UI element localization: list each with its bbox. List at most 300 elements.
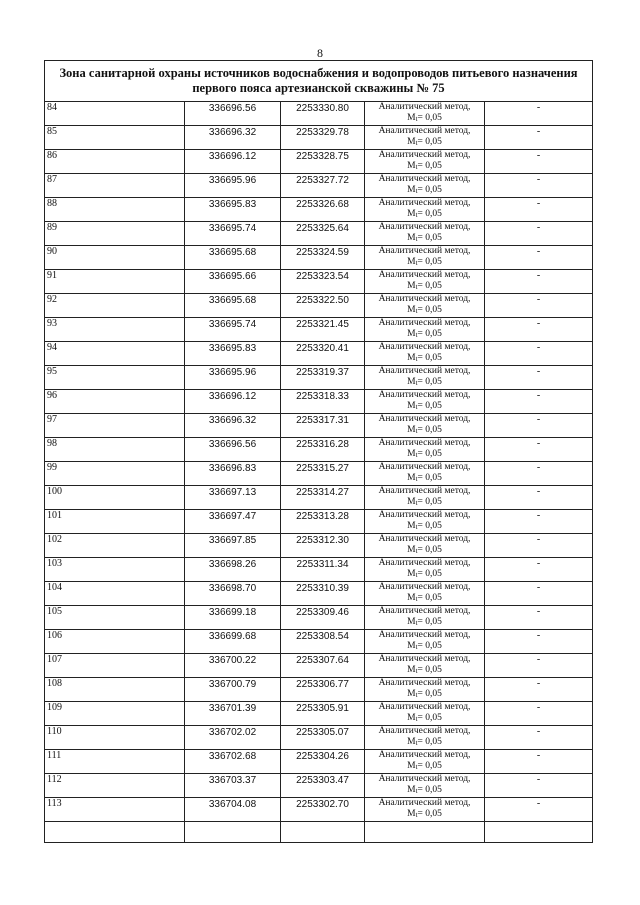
method-accuracy (365, 353, 484, 365)
y-coordinate-cell: 2253302.70 (281, 798, 365, 822)
accuracy-subscript: t (415, 427, 418, 435)
method-label: Аналитический метод, (378, 726, 471, 736)
x-coordinate-cell: 336696.56 (185, 102, 281, 126)
accuracy-symbol: M (407, 521, 416, 531)
method-label: Аналитический метод, (378, 126, 471, 136)
point-number-cell: 103 (45, 558, 185, 582)
point-number-cell: 109 (45, 702, 185, 726)
method-label: Аналитический метод, (378, 558, 471, 568)
x-coordinate-cell: 336697.13 (185, 486, 281, 510)
table-row (45, 702, 593, 726)
point-number-cell: 84 (45, 102, 185, 126)
point-number-cell: 87 (45, 174, 185, 198)
point-number-cell: 90 (45, 246, 185, 270)
note-cell: - (485, 774, 593, 798)
x-coordinate-cell: 336702.02 (185, 726, 281, 750)
accuracy-value: = 0,05 (417, 473, 442, 483)
table-row (45, 726, 593, 750)
table-title (45, 61, 593, 102)
method-accuracy (365, 665, 484, 677)
accuracy-symbol: M (407, 569, 416, 579)
method-label: Аналитический метод, (378, 606, 471, 616)
table-row (45, 582, 593, 606)
note-cell: - (485, 246, 593, 270)
table-row (45, 534, 593, 558)
method-accuracy (365, 449, 484, 461)
point-number-cell: 101 (45, 510, 185, 534)
x-coordinate-cell: 336695.83 (185, 342, 281, 366)
table-row (45, 198, 593, 222)
accuracy-symbol: M (407, 425, 416, 435)
point-number-cell: 106 (45, 630, 185, 654)
x-coordinate-cell: 336695.74 (185, 222, 281, 246)
table-row (45, 654, 593, 678)
method-cell (365, 198, 485, 222)
accuracy-symbol: M (407, 161, 416, 171)
empty-cell (365, 822, 485, 843)
accuracy-symbol: M (407, 281, 416, 291)
table-row (45, 462, 593, 486)
title-line-1: Зона санитарной охраны источников водоснабжения и водопроводов питьевого назначения (59, 66, 578, 80)
y-coordinate-cell: 2253303.47 (281, 774, 365, 798)
method-cell (365, 390, 485, 414)
y-coordinate-cell: 2253314.27 (281, 486, 365, 510)
method-accuracy (365, 425, 484, 437)
accuracy-value: = 0,05 (417, 521, 442, 531)
x-coordinate-cell: 336695.96 (185, 174, 281, 198)
method-accuracy (365, 617, 484, 629)
method-accuracy (365, 737, 484, 749)
note-cell: - (485, 150, 593, 174)
table-row (45, 606, 593, 630)
y-coordinate-cell: 2253324.59 (281, 246, 365, 270)
table-row (45, 270, 593, 294)
note-cell: - (485, 702, 593, 726)
method-cell (365, 270, 485, 294)
empty-cell (45, 822, 185, 843)
point-number-cell: 102 (45, 534, 185, 558)
method-label: Аналитический метод, (378, 582, 471, 592)
x-coordinate-cell: 336695.83 (185, 198, 281, 222)
method-label: Аналитический метод, (378, 702, 471, 712)
method-label: Аналитический метод, (378, 294, 471, 304)
accuracy-subscript: t (415, 691, 418, 699)
accuracy-symbol: M (407, 449, 416, 459)
point-number-cell: 105 (45, 606, 185, 630)
accuracy-value: = 0,05 (417, 569, 442, 579)
note-cell: - (485, 198, 593, 222)
method-accuracy (365, 257, 484, 269)
method-cell (365, 702, 485, 726)
method-accuracy (365, 233, 484, 245)
method-accuracy (365, 377, 484, 389)
accuracy-symbol: M (407, 185, 416, 195)
method-accuracy (365, 593, 484, 605)
y-coordinate-cell: 2253311.34 (281, 558, 365, 582)
method-label: Аналитический метод, (378, 750, 471, 760)
table-row (45, 414, 593, 438)
accuracy-value: = 0,05 (417, 209, 442, 219)
accuracy-subscript: t (415, 115, 418, 123)
accuracy-symbol: M (407, 593, 416, 603)
y-coordinate-cell: 2253305.91 (281, 702, 365, 726)
point-number-cell: 89 (45, 222, 185, 246)
method-accuracy (365, 689, 484, 701)
point-number-cell: 91 (45, 270, 185, 294)
note-cell: - (485, 462, 593, 486)
note-cell: - (485, 798, 593, 822)
point-number-cell: 92 (45, 294, 185, 318)
x-coordinate-cell: 336696.83 (185, 462, 281, 486)
table-row (45, 294, 593, 318)
note-cell: - (485, 606, 593, 630)
accuracy-subscript: t (415, 259, 418, 267)
x-coordinate-cell: 336704.08 (185, 798, 281, 822)
empty-row (45, 822, 593, 843)
accuracy-symbol: M (407, 305, 416, 315)
note-cell: - (485, 510, 593, 534)
method-accuracy (365, 521, 484, 533)
x-coordinate-cell: 336696.32 (185, 414, 281, 438)
point-number-cell: 88 (45, 198, 185, 222)
method-accuracy (365, 185, 484, 197)
method-label: Аналитический метод, (378, 534, 471, 544)
method-cell (365, 294, 485, 318)
method-accuracy (365, 401, 484, 413)
x-coordinate-cell: 336695.74 (185, 318, 281, 342)
table-row (45, 438, 593, 462)
note-cell: - (485, 126, 593, 150)
method-cell (365, 798, 485, 822)
method-cell (365, 678, 485, 702)
accuracy-subscript: t (415, 379, 418, 387)
y-coordinate-cell: 2253315.27 (281, 462, 365, 486)
method-label: Аналитический метод, (378, 342, 471, 352)
method-label: Аналитический метод, (378, 390, 471, 400)
note-cell: - (485, 294, 593, 318)
method-label: Аналитический метод, (378, 318, 471, 328)
point-number-cell: 100 (45, 486, 185, 510)
table-row (45, 750, 593, 774)
y-coordinate-cell: 2253304.26 (281, 750, 365, 774)
y-coordinate-cell: 2253319.37 (281, 366, 365, 390)
y-coordinate-cell: 2253330.80 (281, 102, 365, 126)
method-cell (365, 414, 485, 438)
y-coordinate-cell: 2253318.33 (281, 390, 365, 414)
method-cell (365, 366, 485, 390)
method-accuracy (365, 785, 484, 797)
accuracy-subscript: t (415, 283, 418, 291)
y-coordinate-cell: 2253308.54 (281, 630, 365, 654)
accuracy-symbol: M (407, 713, 416, 723)
table-body (45, 61, 593, 843)
accuracy-subscript: t (415, 403, 418, 411)
table-row (45, 510, 593, 534)
y-coordinate-cell: 2253307.64 (281, 654, 365, 678)
y-coordinate-cell: 2253317.31 (281, 414, 365, 438)
note-cell: - (485, 486, 593, 510)
method-label: Аналитический метод, (378, 414, 471, 424)
accuracy-subscript: t (415, 547, 418, 555)
point-number-cell: 107 (45, 654, 185, 678)
table-row (45, 678, 593, 702)
table-row (45, 318, 593, 342)
method-cell (365, 630, 485, 654)
accuracy-symbol: M (407, 497, 416, 507)
method-accuracy (365, 473, 484, 485)
table-row (45, 150, 593, 174)
accuracy-value: = 0,05 (417, 665, 442, 675)
method-accuracy (365, 113, 484, 125)
y-coordinate-cell: 2253309.46 (281, 606, 365, 630)
method-accuracy (365, 281, 484, 293)
note-cell: - (485, 366, 593, 390)
method-cell (365, 750, 485, 774)
table-row (45, 366, 593, 390)
empty-cell (485, 822, 593, 843)
method-cell (365, 126, 485, 150)
point-number-cell: 111 (45, 750, 185, 774)
table-row (45, 558, 593, 582)
y-coordinate-cell: 2253323.54 (281, 270, 365, 294)
accuracy-symbol: M (407, 401, 416, 411)
x-coordinate-cell: 336699.68 (185, 630, 281, 654)
accuracy-subscript: t (415, 499, 418, 507)
note-cell: - (485, 534, 593, 558)
method-accuracy (365, 329, 484, 341)
note-cell: - (485, 270, 593, 294)
y-coordinate-cell: 2253313.28 (281, 510, 365, 534)
method-label: Аналитический метод, (378, 774, 471, 784)
accuracy-value: = 0,05 (417, 545, 442, 555)
x-coordinate-cell: 336703.37 (185, 774, 281, 798)
x-coordinate-cell: 336695.68 (185, 294, 281, 318)
y-coordinate-cell: 2253326.68 (281, 198, 365, 222)
method-accuracy (365, 137, 484, 149)
table-row (45, 174, 593, 198)
method-cell (365, 438, 485, 462)
point-number-cell: 113 (45, 798, 185, 822)
accuracy-value: = 0,05 (417, 401, 442, 411)
note-cell: - (485, 726, 593, 750)
method-cell (365, 102, 485, 126)
table-row (45, 774, 593, 798)
y-coordinate-cell: 2253310.39 (281, 582, 365, 606)
note-cell: - (485, 558, 593, 582)
accuracy-value: = 0,05 (417, 617, 442, 627)
method-accuracy (365, 761, 484, 773)
point-number-cell: 98 (45, 438, 185, 462)
table-row (45, 126, 593, 150)
method-accuracy (365, 809, 484, 821)
accuracy-symbol: M (407, 209, 416, 219)
accuracy-value: = 0,05 (417, 809, 442, 819)
x-coordinate-cell: 336697.47 (185, 510, 281, 534)
method-label: Аналитический метод, (378, 270, 471, 280)
accuracy-subscript: t (415, 715, 418, 723)
method-cell (365, 174, 485, 198)
accuracy-value: = 0,05 (417, 137, 442, 147)
method-label: Аналитический метод, (378, 486, 471, 496)
table-row (45, 102, 593, 126)
note-cell: - (485, 438, 593, 462)
title-row (45, 61, 593, 102)
accuracy-value: = 0,05 (417, 497, 442, 507)
method-label: Аналитический метод, (378, 654, 471, 664)
x-coordinate-cell: 336696.56 (185, 438, 281, 462)
accuracy-subscript: t (415, 163, 418, 171)
accuracy-subscript: t (415, 211, 418, 219)
point-number-cell: 86 (45, 150, 185, 174)
point-number-cell: 104 (45, 582, 185, 606)
x-coordinate-cell: 336701.39 (185, 702, 281, 726)
note-cell: - (485, 582, 593, 606)
x-coordinate-cell: 336695.66 (185, 270, 281, 294)
x-coordinate-cell: 336697.85 (185, 534, 281, 558)
accuracy-symbol: M (407, 329, 416, 339)
accuracy-value: = 0,05 (417, 353, 442, 363)
accuracy-value: = 0,05 (417, 737, 442, 747)
y-coordinate-cell: 2253329.78 (281, 126, 365, 150)
accuracy-symbol: M (407, 377, 416, 387)
y-coordinate-cell: 2253321.45 (281, 318, 365, 342)
method-cell (365, 222, 485, 246)
accuracy-subscript: t (415, 355, 418, 363)
accuracy-subscript: t (415, 187, 418, 195)
note-cell: - (485, 342, 593, 366)
y-coordinate-cell: 2253322.50 (281, 294, 365, 318)
empty-cell (185, 822, 281, 843)
method-label: Аналитический метод, (378, 102, 471, 112)
accuracy-subscript: t (415, 235, 418, 243)
method-label: Аналитический метод, (378, 246, 471, 256)
accuracy-value: = 0,05 (417, 113, 442, 123)
method-label: Аналитический метод, (378, 678, 471, 688)
empty-cell (281, 822, 365, 843)
method-cell (365, 486, 485, 510)
table-row (45, 390, 593, 414)
table-row (45, 342, 593, 366)
method-cell (365, 462, 485, 486)
accuracy-value: = 0,05 (417, 257, 442, 267)
point-number-cell: 85 (45, 126, 185, 150)
accuracy-value: = 0,05 (417, 449, 442, 459)
x-coordinate-cell: 336696.12 (185, 390, 281, 414)
accuracy-symbol: M (407, 545, 416, 555)
note-cell: - (485, 390, 593, 414)
method-accuracy (365, 305, 484, 317)
accuracy-subscript: t (415, 811, 418, 819)
accuracy-subscript: t (415, 763, 418, 771)
method-label: Аналитический метод, (378, 150, 471, 160)
method-label: Аналитический метод, (378, 630, 471, 640)
title-line-2: первого пояса артезианской скважины № 75 (192, 81, 445, 95)
method-label: Аналитический метод, (378, 798, 471, 808)
table-row (45, 246, 593, 270)
accuracy-symbol: M (407, 137, 416, 147)
accuracy-value: = 0,05 (417, 329, 442, 339)
accuracy-value: = 0,05 (417, 785, 442, 795)
note-cell: - (485, 174, 593, 198)
accuracy-subscript: t (415, 571, 418, 579)
method-accuracy (365, 713, 484, 725)
x-coordinate-cell: 336698.70 (185, 582, 281, 606)
table-row (45, 222, 593, 246)
method-label: Аналитический метод, (378, 462, 471, 472)
accuracy-symbol: M (407, 785, 416, 795)
accuracy-value: = 0,05 (417, 593, 442, 603)
accuracy-symbol: M (407, 113, 416, 123)
x-coordinate-cell: 336695.68 (185, 246, 281, 270)
table-row (45, 798, 593, 822)
x-coordinate-cell: 336696.32 (185, 126, 281, 150)
method-label: Аналитический метод, (378, 366, 471, 376)
y-coordinate-cell: 2253306.77 (281, 678, 365, 702)
table-row (45, 630, 593, 654)
note-cell: - (485, 318, 593, 342)
x-coordinate-cell: 336695.96 (185, 366, 281, 390)
method-accuracy (365, 209, 484, 221)
accuracy-value: = 0,05 (417, 761, 442, 771)
accuracy-symbol: M (407, 761, 416, 771)
y-coordinate-cell: 2253320.41 (281, 342, 365, 366)
accuracy-symbol: M (407, 617, 416, 627)
note-cell: - (485, 750, 593, 774)
accuracy-subscript: t (415, 595, 418, 603)
method-cell (365, 582, 485, 606)
accuracy-symbol: M (407, 737, 416, 747)
accuracy-symbol: M (407, 641, 416, 651)
note-cell: - (485, 654, 593, 678)
method-accuracy (365, 161, 484, 173)
accuracy-value: = 0,05 (417, 425, 442, 435)
x-coordinate-cell: 336696.12 (185, 150, 281, 174)
method-cell (365, 318, 485, 342)
accuracy-subscript: t (415, 619, 418, 627)
accuracy-subscript: t (415, 523, 418, 531)
accuracy-symbol: M (407, 689, 416, 699)
point-number-cell: 97 (45, 414, 185, 438)
accuracy-value: = 0,05 (417, 185, 442, 195)
method-cell (365, 246, 485, 270)
page-number: 8 (317, 46, 323, 60)
point-number-cell: 99 (45, 462, 185, 486)
method-accuracy (365, 641, 484, 653)
accuracy-subscript: t (415, 475, 418, 483)
y-coordinate-cell: 2253327.72 (281, 174, 365, 198)
accuracy-value: = 0,05 (417, 641, 442, 651)
x-coordinate-cell: 336702.68 (185, 750, 281, 774)
accuracy-subscript: t (415, 451, 418, 459)
point-number-cell: 96 (45, 390, 185, 414)
method-label: Аналитический метод, (378, 174, 471, 184)
method-accuracy (365, 497, 484, 509)
x-coordinate-cell: 336700.22 (185, 654, 281, 678)
accuracy-value: = 0,05 (417, 377, 442, 387)
note-cell: - (485, 102, 593, 126)
note-cell: - (485, 222, 593, 246)
method-cell (365, 558, 485, 582)
method-accuracy (365, 569, 484, 581)
method-cell (365, 654, 485, 678)
method-label: Аналитический метод, (378, 438, 471, 448)
method-cell (365, 774, 485, 798)
accuracy-symbol: M (407, 353, 416, 363)
accuracy-value: = 0,05 (417, 305, 442, 315)
accuracy-symbol: M (407, 257, 416, 267)
point-number-cell: 94 (45, 342, 185, 366)
accuracy-value: = 0,05 (417, 689, 442, 699)
